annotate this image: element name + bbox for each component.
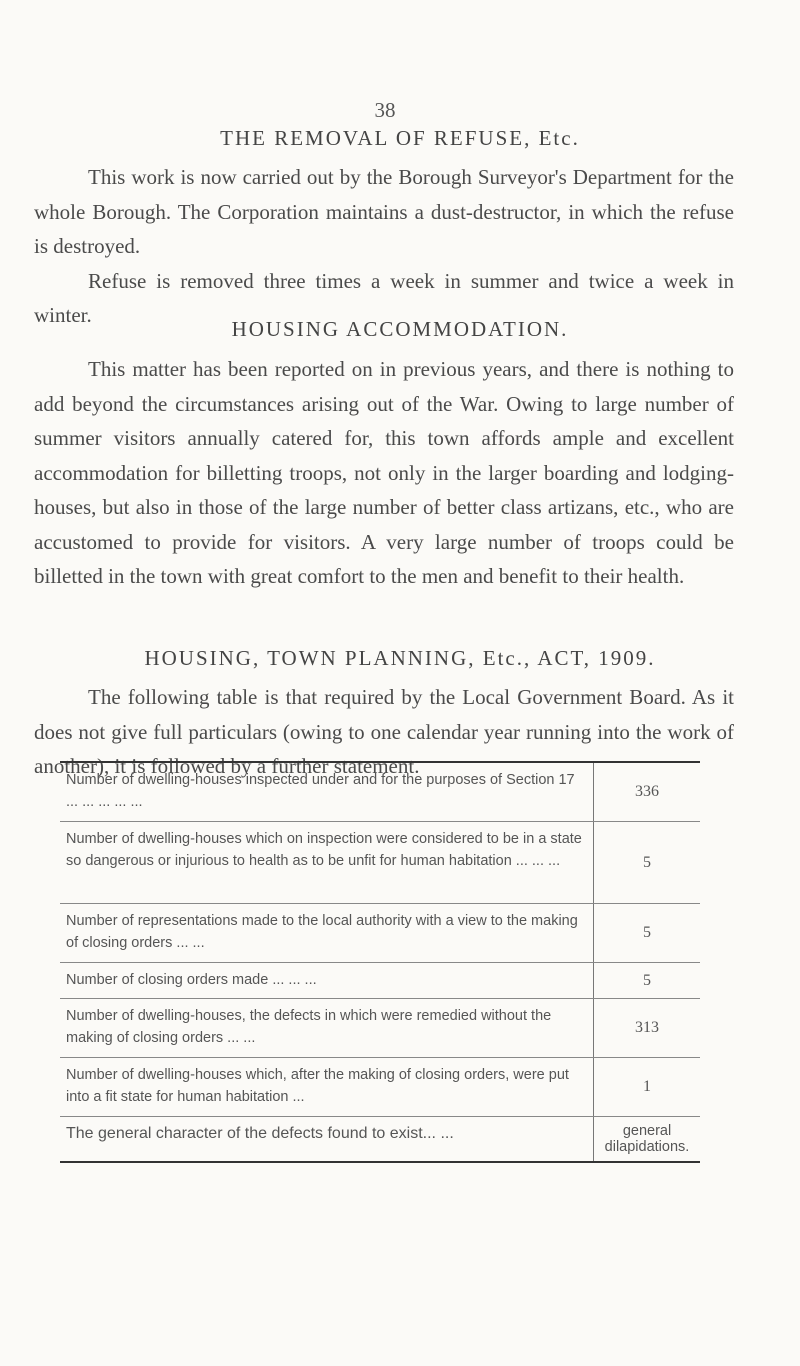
paragraph: The following table is that required by the Local Government Board. As it does not give full particulars (owing to one calendar year running into the work of another), it is followed by a further statement.	[34, 685, 734, 778]
row-label: Number of dwelling-houses which, after the making of closing orders, were put into a fit state for human habitation ...	[66, 1067, 569, 1105]
row-value: 1	[593, 1058, 700, 1116]
row-label: Number of dwelling-houses, the defects in which were remedied without the making of closing orders ... ...	[66, 1008, 552, 1046]
row-label: Number of representations made to the local authority with a view to the making of closing orders ... ...	[66, 913, 578, 951]
housing-statistics-table	[60, 761, 700, 1163]
table-row	[60, 1117, 700, 1161]
page-number: 38	[374, 98, 396, 122]
table-row	[60, 822, 700, 904]
row-value: general dilapidations.	[593, 1117, 700, 1161]
refuse-heading: THE REMOVAL OF REFUSE, Etc.	[220, 126, 580, 150]
paragraph: This matter has been reported on in previous years, and there is nothing to add beyond the circumstances arising out of the War. Owing to large number of summer visitors annually catered for, this town affords ample and excellent accommodation for billetting troops, not only in the larger boarding and lodging-houses, but also in those of the large number of better class artizans, etc., who are accustomed to provide for visitors. A very large number of troops could be billetted in the town with great comfort to the men and benefit to their health.	[34, 357, 734, 588]
row-label: Number of dwelling-houses which on inspection were considered to be in a state so dangerous or injurious to health as to be unfit for human habitation ... ... ...	[66, 831, 582, 869]
row-value: 336	[593, 763, 700, 821]
row-label: Number of dwelling-houses inspected under and for the purposes of Section 17 ... ... ... ... ...	[66, 772, 575, 810]
row-value: 5	[593, 822, 700, 903]
table-row	[60, 1058, 700, 1117]
housing-act-heading: HOUSING, TOWN PLANNING, Etc., ACT, 1909.	[144, 646, 656, 670]
paragraph: This work is now carried out by the Borough Surveyor's Department for the whole Borough. The Corporation maintains a dust-destructor, in which the refuse is destroyed.	[34, 165, 734, 258]
table-row	[60, 763, 700, 822]
table-row	[60, 963, 700, 999]
refuse-section	[34, 160, 734, 333]
row-label: Number of closing orders made ... ... ...	[66, 972, 317, 988]
row-label: The general character of the defects found to exist... ...	[66, 1125, 454, 1142]
table-row	[60, 904, 700, 963]
row-value: 5	[593, 904, 700, 962]
housing-accommodation-section	[34, 352, 734, 594]
housing-accommodation-heading: HOUSING ACCOMMODATION.	[231, 317, 569, 341]
paragraph: Refuse is removed three times a week in summer and twice a week in winter.	[34, 268, 734, 327]
row-value: 5	[593, 963, 700, 998]
row-value: 313	[593, 999, 700, 1057]
table-row	[60, 999, 700, 1058]
